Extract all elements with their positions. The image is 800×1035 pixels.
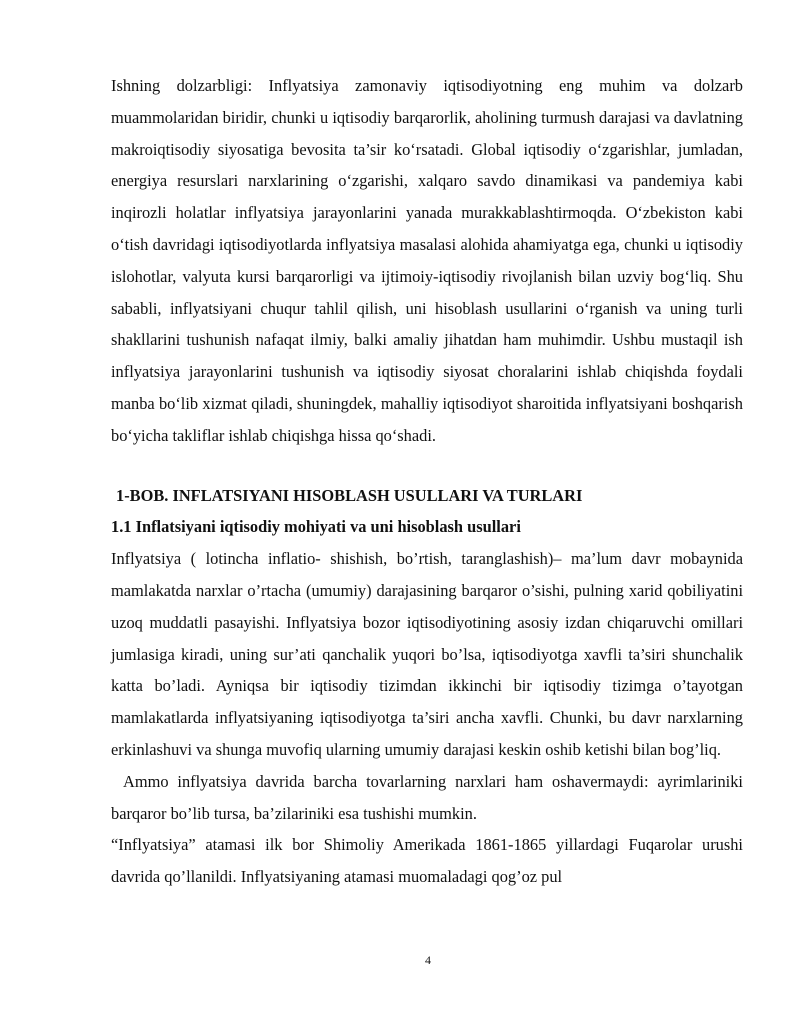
chapter-heading: 1-BOB. INFLATSIYANI HISOBLASH USULLARI VA TURLARI <box>116 485 583 505</box>
page-content <box>111 70 743 893</box>
history-paragraph: “Inflyatsiya” atamasi ilk bor Shimoliy Amerikada 1861-1865 yillardagi Fuqarolar urushi davrida qo’llanildi. Inflyatsiyaning atamasi muomaladagi qog’oz pul <box>111 835 743 887</box>
relevance-paragraph: Ishning dolzarbligi: Inflyatsiya zamonaviy iqtisodiyotning eng muhim va dolzarb muammolaridan biridir, chunki u iqtisodiy barqarorlik, aholining turmush darajasi va davlatning makroiqtisodiy siyosatiga bevosita ta’sir ko‘rsatadi. Global iqtisodiy o‘zgarishlar, jumladan, energiya resurslari narxlarining o‘zgarishi, xalqaro savdo dinamikasi va pandemiya kabi inqirozli holatlar inflyatsiya jarayonlarini yanada murakkablashtirmoqda. O‘zbekiston kabi o‘tish davridagi iqtisodiyotlarda inflyatsiya masalasi alohida ahamiyatga ega, chunki u iqtisodiy islohotlar, valyuta kursi barqarorligi va ijtimoiy-iqtisodiy rivojlanish bilan uzviy bog‘liq. Shu sababli, inflyatsiyani chuqur tahlil qilish, uni hisoblash usullarini o‘rganish va uning turli shakllarini tushunish nafaqat ilmiy, balki amaliy jihatdan ham muhimdir. Ushbu mustaqil ish inflyatsiya jarayonlarini tushunish va iqtisodiy siyosat choralarini ishlab chiqishda foydali manba bo‘lib xizmat qiladi, shuningdek, mahalliy iqtisodiyot sharoitida inflyatsiyani boshqarish bo‘yicha takliflar ishlab chiqishga hissa qo‘shadi. <box>111 76 743 445</box>
section-spacer <box>111 452 743 480</box>
prices-paragraph: Ammo inflyatsiya davrida barcha tovarlarning narxlari ham oshavermaydi: ayrimlariniki barqaror bo’lib tursa, ba’zilariniki esa tushishi mumkin. <box>111 771 743 823</box>
section-heading: 1.1 Inflatsiyani iqtisodiy mohiyati va uni hisoblash usullari <box>111 517 521 537</box>
definition-paragraph: Inflyatsiya ( lotincha inflatio- shishish, bo’rtish, taranglashish)– ma’lum davr mobaynida mamlakatda narxlar o’rtacha (umumiy) darajasining barqaror o’sishi, pulning xarid qobiliyatini uzoq muddatli pasayishi. Inflyatsiya bozor iqtisodiyotining asosiy izdan chiqaruvchi omillari jumlasiga kiradi, uning sur’ati qanchalik yuqori bo’lsa, iqtisodiyotga xavfli ta’siri shunchalik katta bo’ladi. Ayniqsa bir iqtisodiy tizimdan ikkinchi bir iqtisodiy tizimga o’tayotgan mamlakatlarda inflyatsiyaning iqtisodiyotga ta’siri ancha xavfli. Chunki, bu davr narxlarning erkinlashuvi va shunga muvofiq ularning umumiy darajasi keskin oshib ketishi bilan bog’liq. <box>111 549 743 759</box>
page-number: 4 <box>425 953 431 967</box>
